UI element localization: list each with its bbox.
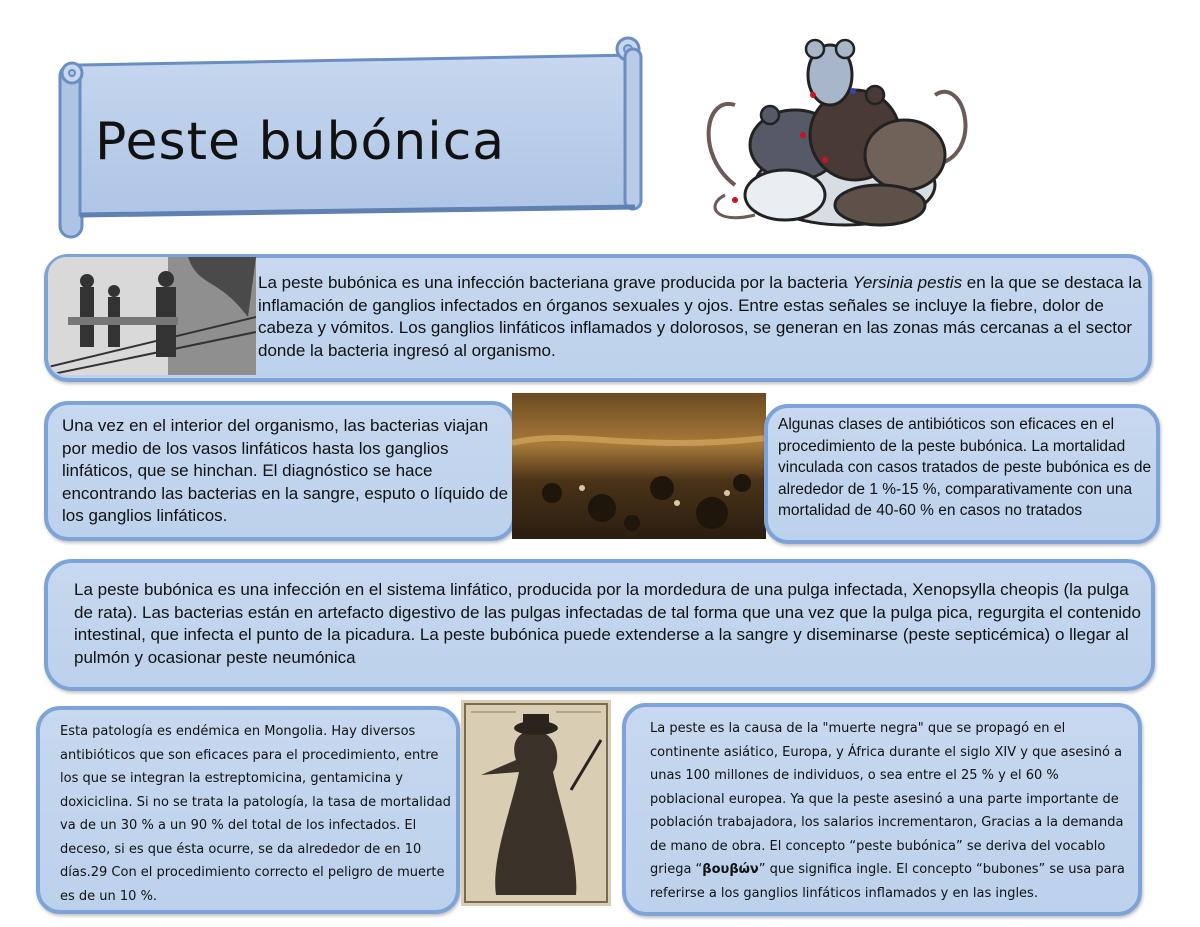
page-title: Peste bubónica xyxy=(95,112,506,172)
plague-doctor-image xyxy=(461,700,611,906)
flea-panel xyxy=(44,559,1155,691)
lymph-text: Una vez en el interior del organismo, las bacterias viajan por medio de los vasos linfáticos hasta los ganglios linfáticos, que se hinchan. El diagnóstico se hace encontrando las bacterias en la sangre, esputo o líquido de los ganglios linfáticos. xyxy=(62,416,509,525)
rats-illustration xyxy=(695,35,995,230)
black-death-panel xyxy=(622,703,1142,916)
flea-text: La peste bubónica es una infección en el sistema linfático, producida por la mordedura de una pulga infectada, Xenopsylla cheopis (la pulga de rata). Las bacterias están en artefacto digestivo de las pulgas infectadas de tal forma que una vez que la pulga pica, regurgita el contenido intestinal, que infecta el punto de la picadura. La peste bubónica puede extenderse a la sangre y diseminarse (peste septicémica) o llegar al pulmón y ocasionar peste neumónica xyxy=(74,580,1141,667)
antibiotics-panel xyxy=(764,404,1160,544)
mongolia-text: Esta patología es endémica en Mongolia. Hay diversos antibióticos que son eficaces para el procedimiento, entre los que se integran la estreptomicina, gentamicina y doxiciclina. Si no se trata la patología, la tasa de mortalidad va de un 30 % a un 90 % del total de los infectados. El deceso, si es que ésta ocurre, se da alrededor de en 10 días.29 Con el procedimiento correcto el peligro de muerte es de un 10 %. xyxy=(60,724,451,904)
workers-engraving-image xyxy=(48,257,256,375)
lymph-panel xyxy=(44,401,516,541)
antibiotics-text: Algunas clases de antibióticos son eficaces en el procedimiento de la peste bubónica. La mortalidad vinculada con casos tratados de peste bubónica es de alrededor de 1 %-15 %, comparativamente con una mortalidad de 40-60 % en casos no tratados xyxy=(778,416,1152,519)
intro-text: La peste bubónica es una infección bacteriana grave producida por la bacteria Yersinia pestis en la que se destaca la inflamación de ganglios infectados en órganos sexuales y ojos. Entre estas señales se incluye la fiebre, dolor de cabeza y vómitos. Los ganglios linfáticos inflamados y dolorosos, se generan en las zonas más cercanas a el sector donde la bacteria ingresó al organismo. xyxy=(258,273,1142,360)
painting-image xyxy=(512,393,766,539)
black-death-text: La peste es la causa de la "muerte negra" que se propagó en el continente asiático, Europa, y África durante el siglo XIV y que asesinó a unas 100 millones de individuos, o sea entre el 25 % y el 60 % poblacional europea. Ya que la peste asesinó a una parte importante de población trabajadora, los salarios incrementaron, Gracias a la demanda de mano de obra. El concepto “peste bubónica” se deriva del vocablo griega “βουβών” que significa ingle. El concepto “bubones” se usa para referirse a los ganglios linfáticos inflamados y en las ingles. xyxy=(650,721,1125,901)
mongolia-panel xyxy=(36,706,460,914)
